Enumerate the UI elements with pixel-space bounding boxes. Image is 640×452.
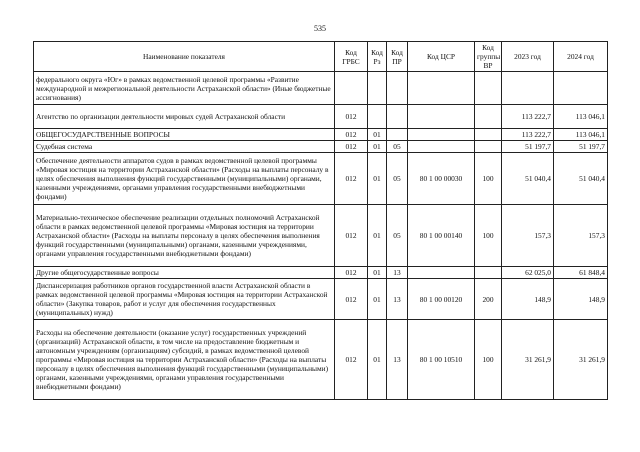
cell-csr — [408, 105, 475, 129]
budget-table — [33, 41, 608, 400]
cell-rz: 01 — [368, 279, 387, 320]
header-grbs: Код ГРБС — [335, 42, 368, 72]
cell-y2024: 51 197,7 — [554, 141, 608, 153]
cell-y2024: 51 040,4 — [554, 153, 608, 205]
header-pr: Код ПР — [387, 42, 408, 72]
header-vr: Код группы ВР — [475, 42, 502, 72]
cell-y2023: 51 197,7 — [502, 141, 554, 153]
cell-rz — [368, 72, 387, 105]
cell-csr: 80 1 00 00030 — [408, 153, 475, 205]
cell-pr — [387, 105, 408, 129]
table-row — [34, 72, 608, 105]
cell-y2023: 62 025,0 — [502, 267, 554, 279]
cell-vr: 100 — [475, 320, 502, 400]
cell-y2024: 113 046,1 — [554, 105, 608, 129]
cell-y2024 — [554, 72, 608, 105]
cell-rz: 01 — [368, 205, 387, 267]
header-2024: 2024 год — [554, 42, 608, 72]
cell-csr — [408, 141, 475, 153]
cell-rz: 01 — [368, 267, 387, 279]
cell-y2024: 157,3 — [554, 205, 608, 267]
header-csr: Код ЦСР — [408, 42, 475, 72]
table-row — [34, 129, 608, 141]
cell-grbs: 012 — [335, 320, 368, 400]
cell-name: ОБЩЕГОСУДАРСТВЕННЫЕ ВОПРОСЫ — [34, 129, 335, 141]
cell-y2023: 113 222,7 — [502, 129, 554, 141]
cell-y2024: 61 848,4 — [554, 267, 608, 279]
cell-csr: 80 1 00 10510 — [408, 320, 475, 400]
cell-y2024: 148,9 — [554, 279, 608, 320]
cell-vr — [475, 105, 502, 129]
cell-y2023: 31 261,9 — [502, 320, 554, 400]
cell-grbs: 012 — [335, 129, 368, 141]
cell-y2024: 31 261,9 — [554, 320, 608, 400]
cell-grbs: 012 — [335, 141, 368, 153]
cell-vr — [475, 129, 502, 141]
cell-csr — [408, 129, 475, 141]
cell-vr: 100 — [475, 153, 502, 205]
cell-rz: 01 — [368, 320, 387, 400]
cell-csr: 80 1 00 00140 — [408, 205, 475, 267]
cell-grbs: 012 — [335, 153, 368, 205]
header-name: Наименование показателя — [34, 42, 335, 72]
cell-pr: 05 — [387, 153, 408, 205]
table-row — [34, 105, 608, 129]
page-number: 535 — [314, 24, 326, 33]
cell-name: Обеспечение деятельности аппаратов судов в рамках ведомственной целевой программы «Мировая юстиция на территории Астраханской области» (Расходы на выплаты персоналу в целях обеспечения выполнения функций государственными (муниципальными) органами, казенными учреждениями, органами управления государственными внебюджетными фондами) — [34, 153, 335, 205]
cell-grbs: 012 — [335, 105, 368, 129]
cell-vr — [475, 72, 502, 105]
cell-y2023: 113 222,7 — [502, 105, 554, 129]
cell-pr: 13 — [387, 279, 408, 320]
cell-grbs: 012 — [335, 279, 368, 320]
cell-pr: 05 — [387, 205, 408, 267]
cell-vr — [475, 267, 502, 279]
cell-y2023: 51 040,4 — [502, 153, 554, 205]
cell-grbs: 012 — [335, 205, 368, 267]
cell-csr — [408, 72, 475, 105]
cell-rz — [368, 105, 387, 129]
cell-y2023: 148,9 — [502, 279, 554, 320]
cell-y2023 — [502, 72, 554, 105]
cell-name: Материально-техническое обеспечение реализации отдельных полномочий Астраханской области в рамках ведомственной целевой программы «Мировая юстиция на территории Астраханской области» (Расходы на выплаты персоналу в целях обеспечения выполнения функций государственными (муниципальными) органами, казенными учреждениями, органами управления государственными внебюджетными фондами) — [34, 205, 335, 267]
cell-csr: 80 1 00 00120 — [408, 279, 475, 320]
table-row — [34, 279, 608, 320]
cell-csr — [408, 267, 475, 279]
cell-pr — [387, 129, 408, 141]
table-row — [34, 153, 608, 205]
cell-vr — [475, 141, 502, 153]
cell-pr: 05 — [387, 141, 408, 153]
cell-rz: 01 — [368, 141, 387, 153]
table-header-row — [34, 42, 608, 72]
cell-grbs — [335, 72, 368, 105]
cell-y2024: 113 046,1 — [554, 129, 608, 141]
cell-pr: 13 — [387, 320, 408, 400]
header-rz: Код Рз — [368, 42, 387, 72]
cell-name: Агентство по организации деятельности мировых судей Астраханской области — [34, 105, 335, 129]
cell-vr: 100 — [475, 205, 502, 267]
cell-name: Судебная система — [34, 141, 335, 153]
table-row — [34, 141, 608, 153]
table-row — [34, 205, 608, 267]
table-row — [34, 267, 608, 279]
header-2023: 2023 год — [502, 42, 554, 72]
cell-grbs: 012 — [335, 267, 368, 279]
cell-rz: 01 — [368, 153, 387, 205]
cell-y2023: 157,3 — [502, 205, 554, 267]
cell-name: Другие общегосударственные вопросы — [34, 267, 335, 279]
cell-rz: 01 — [368, 129, 387, 141]
cell-pr: 13 — [387, 267, 408, 279]
table-row — [34, 320, 608, 400]
cell-pr — [387, 72, 408, 105]
cell-name: федерального округа «Юг» в рамках ведомственной целевой программы «Развитие международной и межрегиональной деятельности Астраханской области» (Иные бюджетные ассигнования) — [34, 72, 335, 105]
cell-vr: 200 — [475, 279, 502, 320]
cell-name: Расходы на обеспечение деятельности (оказание услуг) государственных учреждений (организаций) Астраханской области, в том числе на предоставление бюджетным и автономным учреждениям (организациям) субсидий, в рамках ведомственной целевой программы «Мировая юстиция на территории Астраханской области» (Расходы на выплаты персоналу в целях обеспечения выполнения функций государственными (муниципальными) органами, казенными учреждениями, органами управления государственными внебюджетными фондами) — [34, 320, 335, 400]
cell-name: Диспансеризация работников органов государственной власти Астраханской области в рамках ведомственной целевой программы «Мировая юстиция на территории Астраханской области» (Закупка товаров, работ и услуг для обеспечения государственных (муниципальных) нужд) — [34, 279, 335, 320]
